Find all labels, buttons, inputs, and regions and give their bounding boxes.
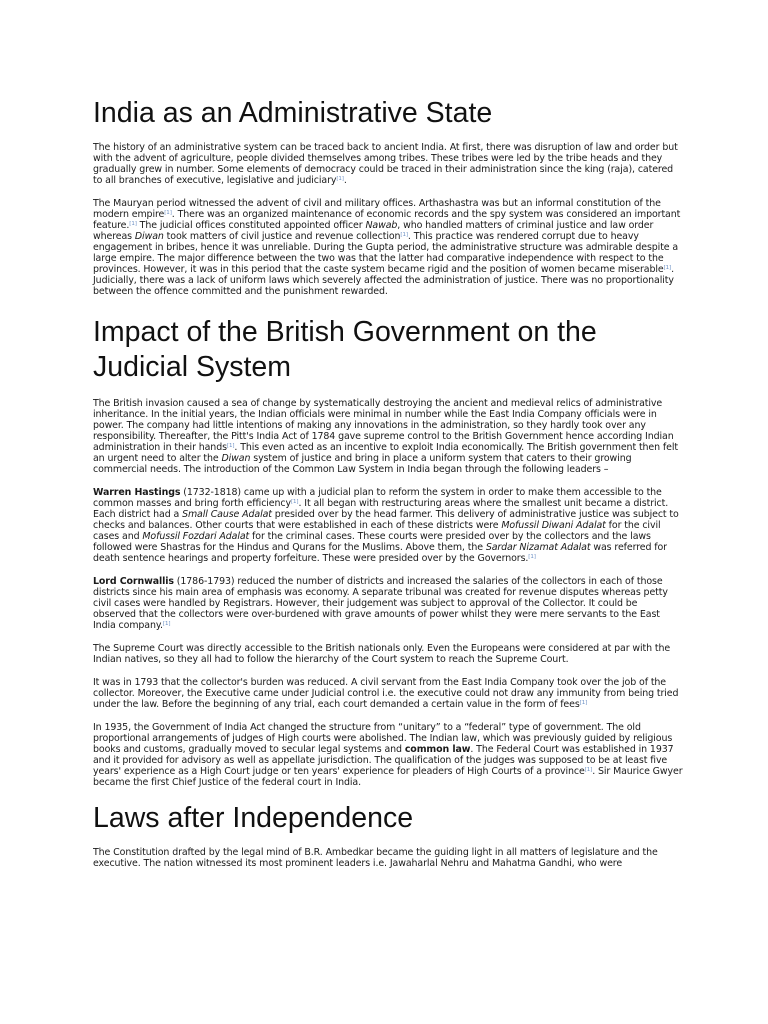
paragraph-british-invasion: The British invasion caused a sea of change by systematically destroying the ancient and medieval relics of administrative inheritance. In the initial years, the Indian officials were minimal in number while the East India Company officials were in power. The company had little intentions of making any innovations in the administration, so they hardly took over any responsibility. Thereafter, the Pitt's India Act of 1784 gave supreme control to the British Government hence according Indian administration in their hands[1]. This even acted as an incentive to exploit India economically. The British government then felt an urgent need to alter the Diwan system of justice and bring in place a uniform system that caters to their growing commercial needs. The introduction of the Common Law System in India began through the following leaders – <box>93 398 678 475</box>
paragraph-warren-hastings: Warren Hastings (1732-1818) came up with a judicial plan to reform the system in order to make them accessible to the common masses and bring forth efficiency[1]. It all began with restructuring areas where the smallest unit became a district. Each district had a Small Cause Adalat presided over by the head farmer. This delivery of administrative justice was subject to checks and balances. Other courts that were established in each of these districts were Mofussil Diwani Adalat for the civil cases and Mofussil Fozdari Adalat for the criminal cases. These courts were presided over by the collectors and the laws followed were Shastras for the Hindus and Qurans for the Muslims. Above them, the Sardar Nizamat Adalat was referred for death sentence hearings and property forfeiture. These were presided over by the Governors.[1] <box>93 487 679 564</box>
reference-link[interactable]: [1] <box>528 554 536 560</box>
reference-link[interactable]: [1] <box>164 210 172 216</box>
heading-administrative-state: India as an Administrative State <box>93 97 493 129</box>
term-sardar-nizamat-adalat: Sardar Nizamat Adalat <box>485 542 591 553</box>
paragraph-history: The history of an administrative system can be traced back to ancient India. At first, there was disruption of law and order but with the advent of agriculture, people divided themselves among tribes. These tribes were led by the tribe heads and they gradually grew in number. Some elements of democracy could be traced in their administration since the king (raja), catered to all branches of executive, legislative and judiciary[1]. <box>93 142 678 186</box>
reference-link[interactable]: [1] <box>226 443 235 449</box>
reference-link[interactable]: [1] <box>162 621 171 627</box>
reference-link[interactable]: [1] <box>400 232 408 238</box>
paragraph-constitution: The Constitution drafted by the legal mind of B.R. Ambedkar became the guiding light in all matters of legislature and the executive. The nation witnessed its most prominent leaders i.e. Jawaharlal Nehru and Mahatma Gandhi, who were <box>93 847 658 869</box>
name-warren-hastings: Warren Hastings <box>93 487 181 498</box>
term-common-law: common law <box>404 744 471 755</box>
term-diwan: Diwan <box>134 231 164 242</box>
paragraph-lord-cornwallis: Lord Cornwallis (1786-1793) reduced the number of districts and increased the salaries of the collectors in each of those districts since his main area of emphasis was economy. A separate tribunal was created for revenue disputes whereas petty civil cases were handled by Registrars. However, their judgement was subject to approval of the Collector. It could be observed that the collectors were over-burdened with grave amounts of power whilst they were mere servants to the East India company.[1] <box>93 576 668 631</box>
reference-link[interactable]: [1] <box>663 265 672 271</box>
paragraph-mauryan: The Mauryan period witnessed the advent of civil and military offices. Arthashastra was but an informal constitution of the modern empire[1]. There was an organized maintenance of economic records and the spy system was considered an important feature.[1] The judicial offices constituted appointed officer Nawab, who handled matters of criminal justice and law order whereas Diwan took matters of civil justice and revenue collection[1]. This practice was rendered corrupt due to heavy engagement in bribes, hence it was unreliable. During the Gupta period, the administrative structure was admirable despite a large empire. The major difference between the two was that the latter had comparative independence with respect to the provinces. However, it was in this period that the caste system became rigid and the position of women became miserable[1]. Judicially, there was a lack of uniform laws which severely affected the administration of justice. There was no proportionality between the offence committed and the punishment rewarded. <box>93 198 681 297</box>
term-small-cause-adalat: Small Cause Adalat <box>182 509 272 520</box>
term-nawab: Nawab <box>365 220 398 231</box>
paragraph-1793-reform: It was in 1793 that the collector's burden was reduced. A civil servant from the East India Company took over the job of the collector. Moreover, the Executive came under Judicial control i.e. the executive could not draw any immunity from being tried under the law. Before the beginning of any trial, each court demanded a certain value in the form of fees[1] <box>93 677 679 710</box>
reference-link[interactable]: [1] <box>336 176 344 182</box>
paragraph-1935-act: In 1935, the Government of India Act changed the structure from “unitary” to a “federal” type of government. The old proportional arrangements of judges of High courts were abolished. The Indian law, which was previously guided by religious books and customs, gradually moved to secular legal systems and common law. The Federal Court was established in 1937 and it provided for advisory as well as appellate jurisdiction. The qualification of the judges was supposed to be at least five years' experience as a High Court judge or ten years' experience for pleaders of High Courts of a province[1]. Sir Maurice Gwyer became the first Chief Justice of the federal court in India. <box>93 722 683 788</box>
reference-link[interactable]: [1] <box>579 700 588 706</box>
heading-laws-after-independence: Laws after Independence <box>93 802 414 834</box>
term-mofussil-diwani-adalat: Mofussil Diwani Adalat <box>501 520 606 531</box>
heading-british-impact: Impact of the British Government on the Judicial System <box>93 316 597 383</box>
term-mofussil-fozdari-adalat: Mofussil Fozdari Adalat <box>142 531 250 542</box>
reference-link[interactable]: [1] <box>129 221 137 227</box>
term-diwan: Diwan <box>221 453 251 464</box>
document-body <box>93 96 683 869</box>
reference-link[interactable]: [1] <box>290 499 299 505</box>
name-lord-cornwallis: Lord Cornwallis <box>93 576 174 587</box>
reference-link[interactable]: [1] <box>584 767 593 773</box>
paragraph-supreme-court: The Supreme Court was directly accessible to the British nationals only. Even the Europeans were considered at par with the Indian natives, so they all had to follow the hierarchy of the Court system to reach the Supreme Court. <box>93 643 671 665</box>
